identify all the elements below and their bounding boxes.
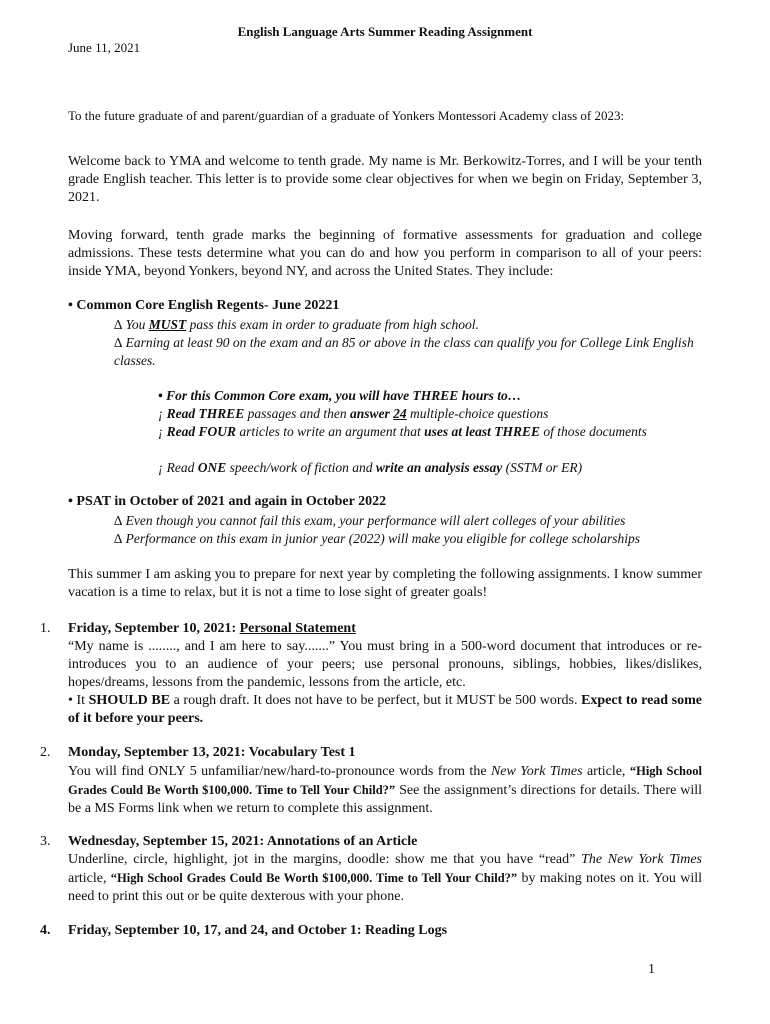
r3-a: ¡ Read xyxy=(158,460,198,475)
r3-b: ONE xyxy=(197,460,227,475)
item-1-title: Personal Statement xyxy=(239,621,356,636)
regents-requirement-3 xyxy=(158,459,702,477)
newspaper-name: New York Times xyxy=(490,764,583,779)
regents-detail-1-pre: ∆ You xyxy=(114,317,149,332)
r1-f: multiple-choice questions xyxy=(406,406,549,421)
letter-date: June 11, 2021 xyxy=(68,40,141,55)
r3-c: speech/work of fiction and xyxy=(226,460,376,475)
item-2-heading: Monday, September 13, 2021: Vocabulary Test 1 xyxy=(68,745,356,760)
newspaper-name: The New York Times xyxy=(581,852,702,867)
item-number: 3. xyxy=(40,834,51,849)
regents-heading: • Common Core English Regents- June 20221 xyxy=(68,298,340,313)
item-3-body-e: by making notes on it. You will need to print this out or be quite dexterous with your phone. xyxy=(68,871,703,904)
r1-e: 24 xyxy=(393,406,407,421)
r1-b: Read THREE xyxy=(166,406,245,421)
page-title: English Language Arts Summer Reading Assignment xyxy=(237,24,533,39)
must-emphasis: MUST xyxy=(148,317,187,332)
item-1-date: Friday, September 10, 2021: xyxy=(68,621,240,636)
r2-d: uses at least THREE xyxy=(424,424,541,439)
item-1-heading xyxy=(68,620,702,638)
regents-detail-1 xyxy=(114,316,702,334)
note-c: a rough draft. It does not have to be perfect, but it MUST be 500 words. xyxy=(170,693,582,708)
note-b: SHOULD BE xyxy=(88,693,171,708)
item-number: 1. xyxy=(40,621,51,636)
r1-c: passages and then xyxy=(244,406,351,421)
item-2-body-e: See the assignment’s directions for details. There will be a MS Forms link when we return to complete this assignment. xyxy=(68,783,702,816)
r3-d: write an analysis essay xyxy=(375,460,503,475)
item-1-body: “My name is ........, and I am here to say.......” You must bring in a 500-word document that introduces or re-introduces you to an audience of your peers; use personal pronouns, siblings, hobbies, likes/dislikes, hopes/dreams, lessons from the pandemic, lessons from the article, etc. xyxy=(68,639,702,690)
item-1-note xyxy=(68,692,702,728)
item-3-body-c: article, xyxy=(68,871,111,886)
psat-detail-2: ∆ Performance on this exam in junior year (2022) will make you eligible for college scholarships xyxy=(114,531,641,546)
item-4-heading: Friday, September 10, 17, and 24, and October 1: Reading Logs xyxy=(68,923,448,938)
r2-b: Read FOUR xyxy=(166,424,237,439)
item-3-heading: Wednesday, September 15, 2021: Annotations of an Article xyxy=(68,834,418,849)
item-number: 4. xyxy=(40,923,51,938)
list-item-1 xyxy=(40,620,702,728)
item-2-body-c: article, xyxy=(582,764,630,779)
item-2-body xyxy=(68,762,702,818)
list-item-3 xyxy=(40,833,702,906)
item-3-body xyxy=(68,851,702,906)
intro-paragraph-2: Moving forward, tenth grade marks the beginning of formative assessments for graduation and college admissions. These tests determine what you can do and how you perform in comparison to all of your peers: inside YMA, beyond Yonkers, beyond NY, and across the United States. They include: xyxy=(68,228,702,279)
note-d: Expect to read some of it before your peers. xyxy=(68,693,702,726)
r2-c: articles to write an argument that xyxy=(236,424,425,439)
list-item-2 xyxy=(40,744,702,818)
item-2-body-a: You will find ONLY 5 unfamiliar/new/hard-to-pronounce words from the xyxy=(68,764,491,779)
psat-detail-1: ∆ Even though you cannot fail this exam, your performance will alert colleges of your abilities xyxy=(114,513,626,528)
r2-a: ¡ xyxy=(158,424,167,439)
item-number: 2. xyxy=(40,745,51,760)
r3-e: (SSTM or ER) xyxy=(502,460,583,475)
r1-d: answer xyxy=(350,406,394,421)
r2-e: of those documents xyxy=(540,424,647,439)
regents-requirement-2 xyxy=(158,423,702,441)
summer-paragraph: This summer I am asking you to prepare for next year by completing the following assignments. I know summer vacation is a time to relax, but it is not a time to lose sight of greater goals! xyxy=(68,567,702,600)
regents-subheading: • For this Common Core exam, you will have THREE hours to… xyxy=(158,388,522,403)
item-3-body-a: Underline, circle, highlight, jot in the margins, doodle: show me that you have “read” xyxy=(68,852,582,867)
psat-heading: • PSAT in October of 2021 and again in October 2022 xyxy=(68,494,387,509)
list-item-4 xyxy=(40,922,702,940)
regents-detail-1-post: pass this exam in order to graduate from high school. xyxy=(186,317,479,332)
article-title: “High School Grades Could Be Worth $100,000. Time to Tell Your Child?” xyxy=(68,764,702,797)
page-number: 1 xyxy=(648,962,655,977)
address-line: To the future graduate of and parent/guardian of a graduate of Yonkers Montessori Academy class of 2023: xyxy=(68,108,625,123)
regents-detail-2: ∆ Earning at least 90 on the exam and an 85 or above in the class can qualify you for College Link English classes. xyxy=(114,335,694,368)
note-a: • It xyxy=(68,693,89,708)
regents-requirement-1 xyxy=(158,405,702,423)
article-title: “High School Grades Could Be Worth $100,000. Time to Tell Your Child?” xyxy=(110,871,518,885)
intro-paragraph-1: Welcome back to YMA and welcome to tenth grade. My name is Mr. Berkowitz-Torres, and I will be your tenth grade English teacher. This letter is to provide some clear objectives for when we begin on Friday, September 3, 2021. xyxy=(68,154,702,205)
r1-a: ¡ xyxy=(158,406,167,421)
